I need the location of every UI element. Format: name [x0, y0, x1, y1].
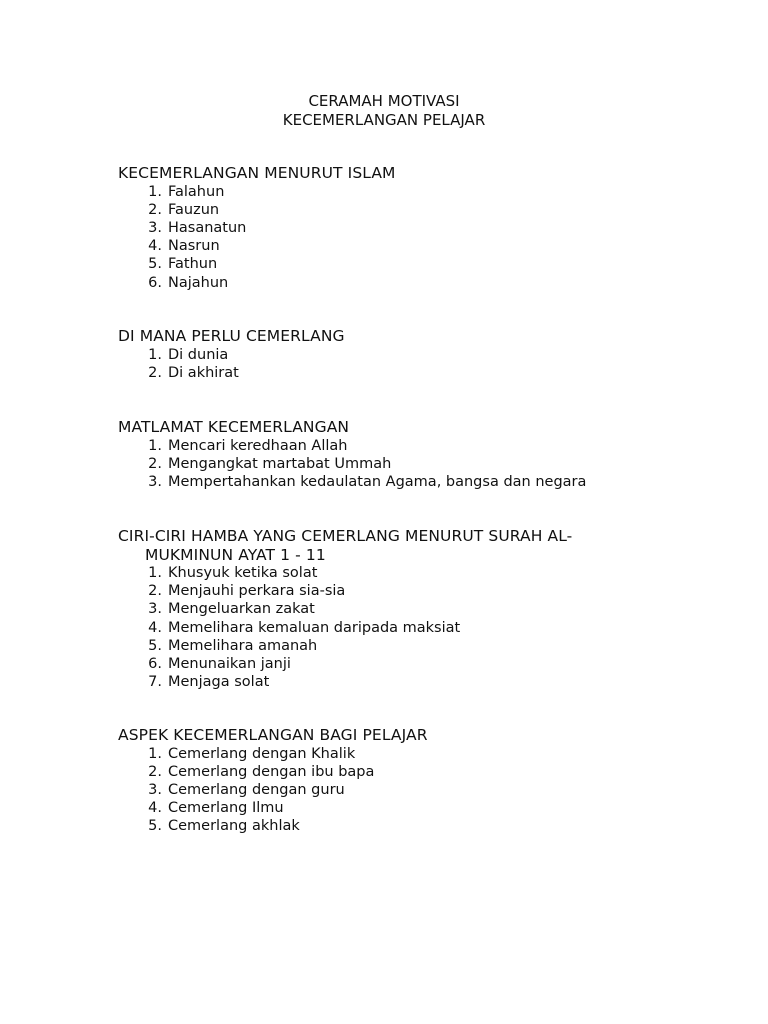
section-matlamat-kecemerlangan: [118, 418, 678, 491]
list-item: 6. Najahun: [148, 274, 229, 291]
title-line-2: KECEMERLANGAN PELAJAR: [282, 111, 486, 129]
list-item: 1. Cemerlang dengan Khalik: [148, 745, 356, 762]
section-heading: KECEMERLANGAN MENURUT ISLAM: [118, 164, 396, 182]
section-ciri-ciri-hamba: [118, 527, 678, 691]
document-title: [0, 92, 768, 130]
list-item: 1. Falahun: [148, 183, 225, 200]
list-item: 2. Di akhirat: [148, 364, 239, 381]
section-heading-line-2: MUKMINUN AYAT 1 - 11: [145, 545, 326, 564]
list-item: 3. Mengeluarkan zakat: [148, 601, 315, 618]
numbered-list: [118, 183, 678, 292]
list-item: 2. Menjauhi perkara sia-sia: [148, 583, 346, 600]
numbered-list: [118, 346, 678, 382]
numbered-list: [118, 437, 678, 492]
section-heading: MATLAMAT KECEMERLANGAN: [118, 418, 350, 436]
list-item: 3. Cemerlang dengan guru: [148, 781, 345, 798]
list-item: 5. Memelihara amanah: [148, 637, 318, 654]
list-item: 2. Fauzun: [148, 201, 220, 218]
numbered-list: [118, 564, 678, 691]
section-heading: [118, 527, 678, 564]
list-item: 4. Cemerlang Ilmu: [148, 800, 284, 817]
section-di-mana-perlu-cemerlang: [118, 327, 678, 382]
list-item: 4. Memelihara kemaluan daripada maksiat: [148, 619, 461, 636]
section-heading: DI MANA PERLU CEMERLANG: [118, 327, 345, 345]
list-item: 5. Fathun: [148, 256, 218, 273]
section-heading-line-1: CIRI-CIRI HAMBA YANG CEMERLANG MENURUT SURAH AL-: [118, 527, 573, 545]
list-item: 6. Menunaikan janji: [148, 656, 291, 673]
list-item: 1. Khusyuk ketika solat: [148, 565, 318, 581]
list-item: 3. Mempertahankan kedaulatan Agama, bangsa dan negara: [148, 473, 587, 490]
numbered-list: [118, 745, 678, 836]
section-kecemerlangan-menurut-islam: [118, 164, 678, 292]
list-item: 2. Mengangkat martabat Ummah: [148, 455, 392, 472]
list-item: 5. Cemerlang akhlak: [148, 818, 300, 835]
list-item: 1. Di dunia: [148, 346, 229, 363]
list-item: 7. Menjaga solat: [148, 674, 270, 691]
list-item: 4. Nasrun: [148, 238, 220, 255]
section-heading: ASPEK KECEMERLANGAN BAGI PELAJAR: [118, 726, 428, 744]
list-item: 1. Mencari keredhaan Allah: [148, 437, 348, 454]
section-aspek-kecemerlangan: [118, 726, 678, 836]
list-item: 2. Cemerlang dengan ibu bapa: [148, 763, 375, 780]
title-line-1: CERAMAH MOTIVASI: [308, 92, 460, 110]
list-item: 3. Hasanatun: [148, 219, 247, 236]
